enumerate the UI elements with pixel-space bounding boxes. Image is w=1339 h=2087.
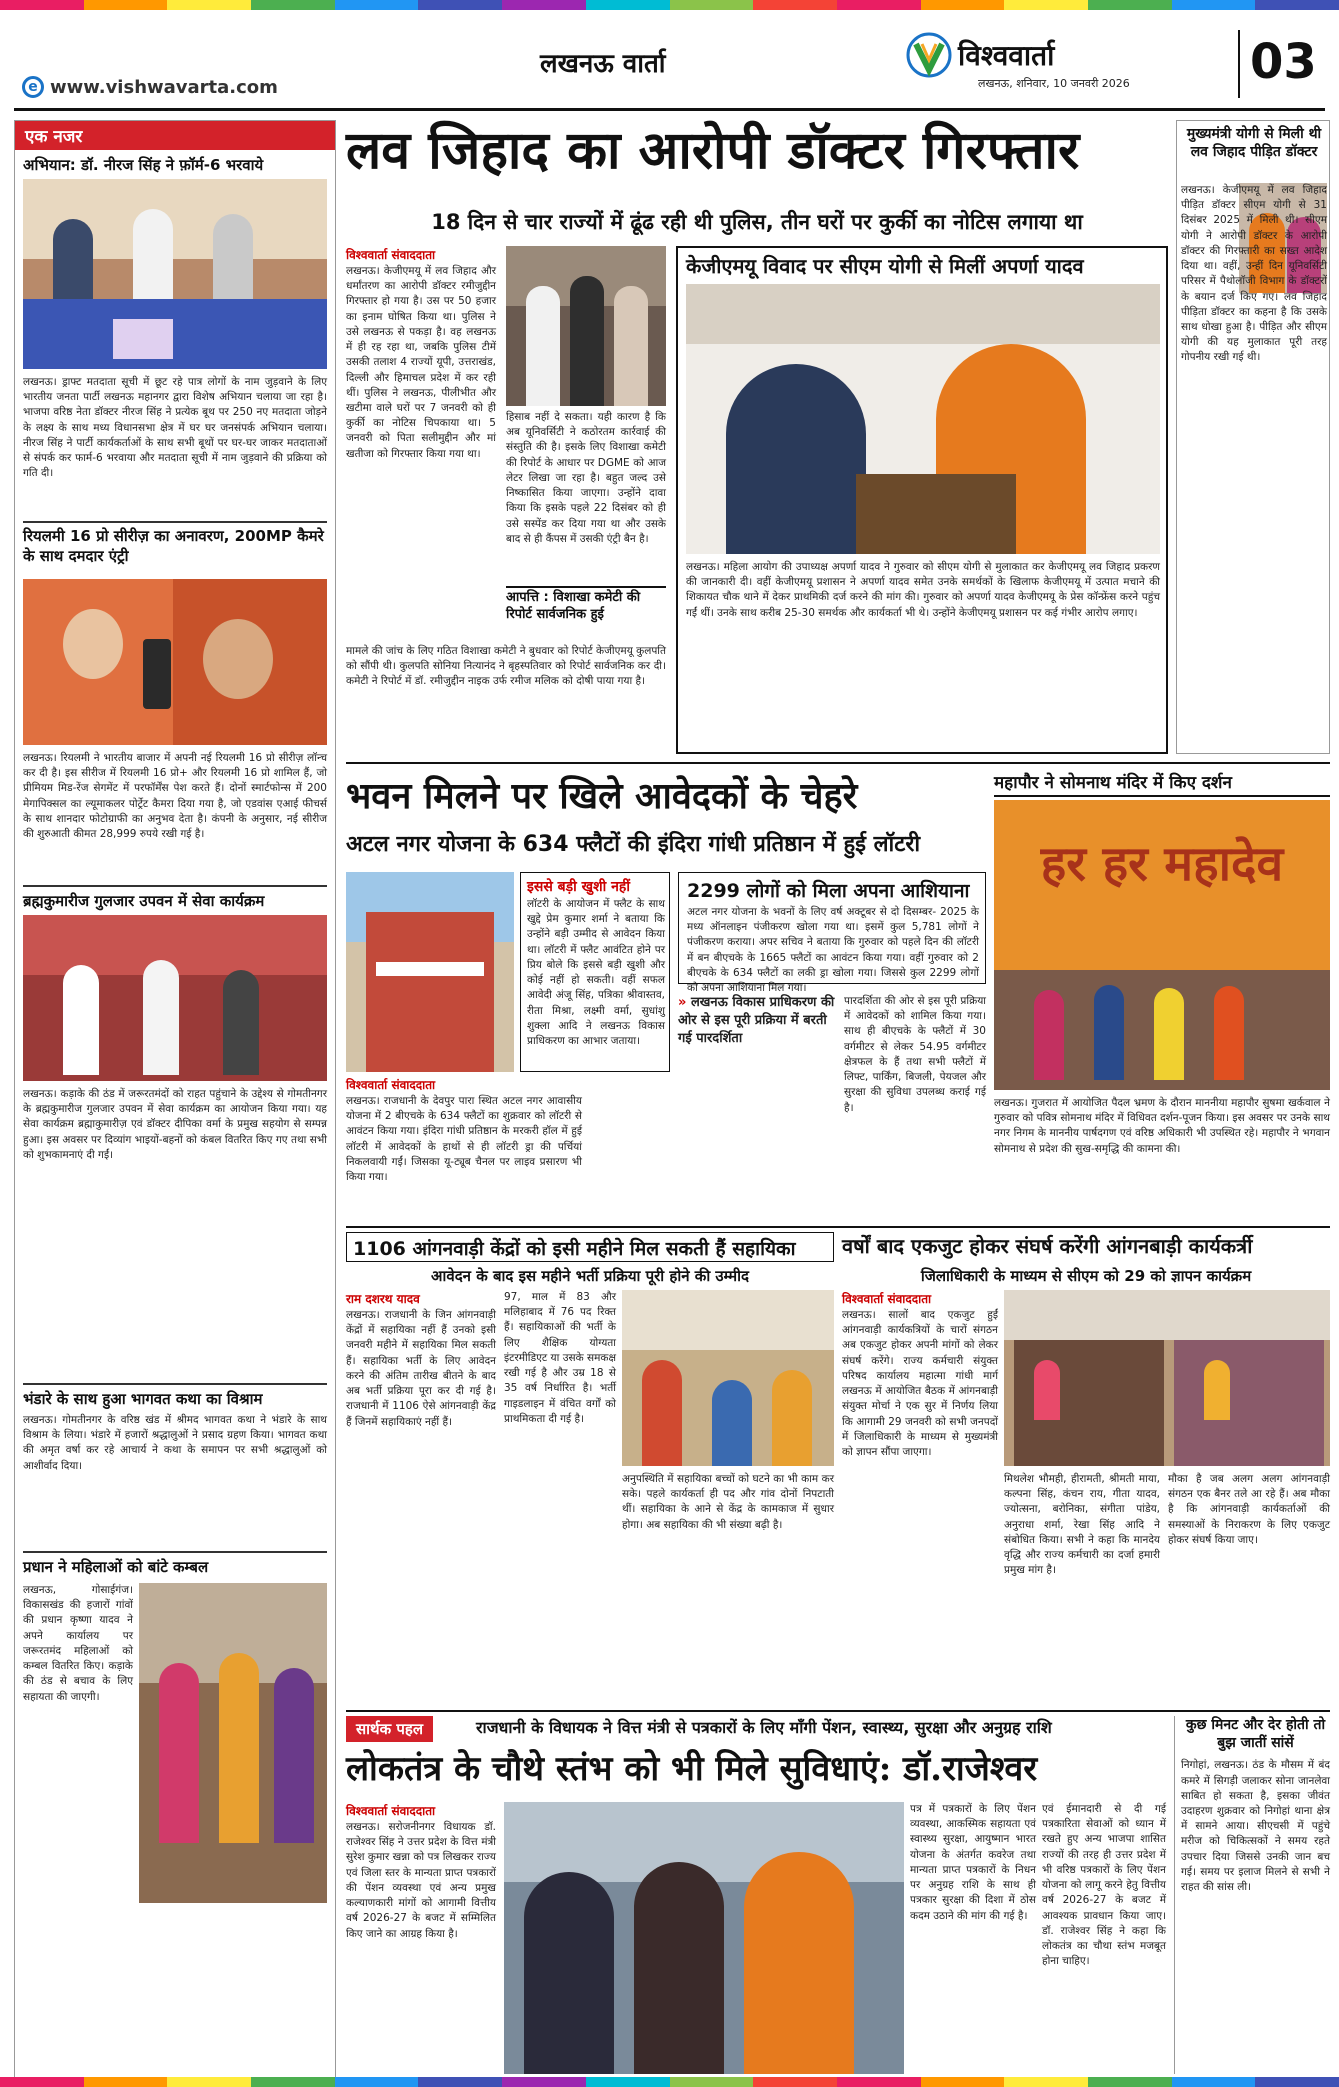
aashiyana-box <box>678 872 986 995</box>
bottom-byline: विश्ववार्ता संवाददाता <box>346 1804 436 1818</box>
s2-text: लखनऊ। रियलमी ने भारतीय बाजार में अपनी नई रियलमी 16 प्रो सीरीज़ लॉन्च कर दी है। इस सीरीज में रियलमी 16 प्रो+ और रियलमी 16 प्रो शामिल हैं, जो प्रीमियम मिड-रेंज सेगमेंट में परफॉर्मेंस पेश करते हैं। दोनों स्मार्टफोन्स में 200 मेगापिक्सल का ल्यूमाकलर पोर्ट्रेट कैमरा दिया गया है, जो एडवांस एआई फीचर्स के साथ शानदार फोटोग्राफी का अनुभव देता है। कंपनी के अनुसार, नई सीरीज की शुरुआती कीमत 28,999 रुपये रखी गई है। <box>23 752 327 841</box>
anganwadi-head1: 1106 आंगनवाड़ी केंद्रों को इसी महीने मिल सकती हैं सहायिका <box>353 1238 796 1260</box>
bottom-text-c: एवं ईमानदारी से दी गई पत्रकारिता सेवाओं को ध्यान में रखते हुए अन्य भाजपा शासित राज्यों की तरह ही उत्तर प्रदेश में भी वरिष्ठ पत्रकारों के लिए पेंशन योजना को लागू करने हेतु वित्तीय वर्ष 2026-27 के बजट में आवश्यक प्रावधान किया जाए। डॉ. राजेश्वर सिंह ने कहा कि लोकतंत्र का चौथा स्तंभ मजबूत होना चाहिए। <box>1042 1803 1166 1968</box>
anganwadi-sub2: जिलाधिकारी के माध्यम से सीएम को 29 को ज्ञापन कार्यक्रम <box>920 1267 1252 1285</box>
anganwadi-photo2 <box>1004 1290 1330 1466</box>
v-logo-icon <box>906 32 952 78</box>
anganwadi-byline2: विश्ववार्ता संवाददाता <box>842 1292 932 1306</box>
anganwadi-sub1: आवेदन के बाद इस महीने भर्ती प्रक्रिया पूरी होने की उम्मीद <box>431 1267 749 1285</box>
side-text: निगोहां, लखनऊ। ठंड के मौसम में बंद कमरे में सिगड़ी जलाकर सोना जानलेवा साबित हो सकता है, इसका जीवंत उदाहरण शुक्रवार को निगोहां थाना क्षेत्र में सामने आया। सीएचसी में पहुंचे मरीज को चिकित्सकों ने समय रहते उपचार दिया जिससे उनकी जान बच गई। समय पर इलाज मिलने से सभी ने राहत की सांस ली। <box>1181 1759 1330 1894</box>
s3-text: लखनऊ। कड़ाके की ठंड में जरूरतमंदों को राहत पहुंचाने के उद्देश्य से गोमतीनगर के ब्रह्मकुमारीज गुलजार उपवन में सेवा कार्यक्रम का आयोजन किया गया। यह सेवा कार्यक्रम ब्रह्माकुमारीज़ एवं डॉक्टर दीपिका वर्मा के प्रमुख सहयोग से सम्पन्न हुआ। इस अवसर पर दिव्यांग भाइयों-बहनों को कंबल वितरित किए गए तथा सभी को शुभकामनाएं दी गईं। <box>23 1088 327 1161</box>
side-story <box>1174 1716 1330 2074</box>
lead-byline: विश्ववार्ता संवाददाता <box>346 248 436 262</box>
divider <box>346 1226 1330 1228</box>
aashiyana-head: 2299 लोगों को मिला अपना आशियाना <box>687 880 970 902</box>
s4-title: भंडारे के साथ हुआ भागवत कथा का विश्राम <box>23 1390 263 1408</box>
anganwadi-text6: मौका है जब अलग अलग आंगनवाड़ी संगठन एक बैनर तले आ रहे हैं। अब मौका है कि आंगनवाड़ी कार्यकर्ताओं की समस्याओं के निराकरण के लिए एकजुट होकर संघर्ष किया जाए। <box>1168 1473 1330 1546</box>
s3-photo <box>23 915 327 1081</box>
website-block[interactable] <box>22 76 278 98</box>
temple-block <box>994 770 1330 1220</box>
aparna-head: केजीएमयू विवाद पर सीएम योगी से मिलीं अपर्णा यादव <box>686 254 1084 278</box>
aashiyana-text: अटल नगर योजना के भवनों के लिए वर्ष अक्टूबर से दो दिसम्बर- 2025 के मध्य ऑनलाइन पंजीकरण खोला गया था। इसमें कुल 5,781 लोगों ने पंजीकरण कराया। अपर सचिव ने बताया कि गुरुवार को पहले दिन की लॉटरी में बन बीएचके के 1665 फ्लैटों का आवंटन किया गया। वहीं गुरुवार को 2 बीएचके के 634 फ्लैटों का लकी ड्रा खोला गया। जिससे कुल 2299 लोगों को अपना आशियाना मिल गया। <box>687 906 979 995</box>
s1-title: अभियान: डॉ. नीरज सिंह ने फ़ॉर्म-6 भरवाये <box>23 156 264 174</box>
bottom-headline: लोकतंत्र के चौथे स्तंभ को भी मिले सुविधाएं: डॉ.राजेश्वर <box>346 1749 1038 1789</box>
bhawan-photo <box>346 872 514 1072</box>
s2-photo <box>23 579 327 745</box>
s5-photo <box>139 1583 327 1903</box>
bottom-photo <box>504 1802 904 2074</box>
s3-title: ब्रह्मकुमारीज गुलजार उपवन में सेवा कार्यक्रम <box>23 892 265 910</box>
divider <box>346 762 1330 764</box>
temple-photo <box>994 800 1330 1090</box>
s5-title: प्रधान ने महिलाओं को बांटे कम्बल <box>23 1558 209 1576</box>
bhawan-text-a: लखनऊ। राजधानी के देवपुर पारा स्थित अटल नगर आवासीय योजना में 2 बीएचके के 634 फ्लैटों का शुक्रवार को लॉटरी से आवंटन किया गया। इंदिरा गांधी प्रतिष्ठान के मरकरी हॉल में हुई लॉटरी में आवेदकों के हाथों से ही लॉटरी ड्रा की पर्चियां निकलवायी गईं। जिसका यू-ट्यूब चैनल पर लाइव प्रसारण भी किया गया। <box>346 1095 582 1184</box>
anganwadi-head1-box <box>346 1232 834 1262</box>
anganwadi-text4: लखनऊ। सालों बाद एकजुट हुईं आंगनवाड़ी कार्यकत्रियों के चारों संगठन अब एकजुट होकर अपनी मांगों को लेकर संघर्ष करेंगे। राज्य कर्मचारी संयुक्त परिषद कार्यालय महात्मा गांधी मार्ग लखनऊ में आयोजित बैठक में आंगनबाड़ी संयुक्त मोर्चा ने एक सुर में निर्णय लिया कि आगामी 29 जनवरी को सभी जनपदों में जिलाधिकारी के माध्यम से मुख्यमंत्री को ज्ञापन सौंपा जाएगा। <box>842 1309 998 1458</box>
lead-text-c: मामले की जांच के लिए गठित विशाखा कमेटी ने बुधवार को रिपोर्ट केजीएमयू कुलपति को सौंपी थी। कुलपति सोनिया नित्यानंद ने बृहस्पतिवार को रिपोर्ट सार्वजनिक कर दी। कमेटी ने रिपोर्ट में डॉ. रमीजुद्दीन नाइक उर्फ रमीज मलिक को दोषी पाया गया है। <box>346 645 666 688</box>
left-column <box>14 120 336 2082</box>
aparna-text: लखनऊ। महिला आयोग की उपाध्यक्ष अपर्णा यादव ने गुरुवार को सीएम योगी से मुलाकात कर केजीएमयू लव जिहाद प्रकरण की जानकारी दी। वहीं केजीएमयू प्रशासन ने अपर्णा यादव समेत उनके समर्थकों के खिलाफ केजीएमयू में उत्पात मचाने की शिकायत चौक थाने में देकर प्राथमिकी दर्ज करने की मांग की। गुरुवार को अपर्णा यादव केजीएमयू के प्रेस कॉन्फ्रेंस करने पहुंच गईं थीं। उनके साथ करीब 25-30 समर्थक और कार्यकर्ता भी थे। उन्होंने केजीएमयू प्रशासन पर कई गंभीर आरोप लगाए। <box>686 561 1160 619</box>
anganwadi-photo1 <box>622 1290 834 1466</box>
lead-headline: लव जिहाद का आरोपी डॉक्टर गिरफ्तार <box>346 120 1080 181</box>
bottom-kicker: राजधानी के विधायक ने वित्त मंत्री से पत्रकारों के लिए माँगी पेंशन, स्वास्थ्य, सुरक्षा और अनुग्रह राशि <box>476 1718 1052 1737</box>
lead-subhead: 18 दिन से चार राज्यों में ढूंढ रही थी पुलिस, तीन घरों पर कुर्की का नोटिस लगाया था <box>431 210 1083 234</box>
masthead-rule <box>14 108 1325 111</box>
section-title: लखनऊ वार्ता <box>540 49 666 79</box>
top-color-strip <box>0 0 1339 10</box>
bottom-color-strip <box>0 2077 1339 2087</box>
lead-text-b: हिसाब नहीं दे सकता। यही कारण है कि अब यूनिवर्सिटी ने कठोरतम कार्रवाई की संस्तुति की है। इसके लिए विशाखा कमेटी की रिपोर्ट के आधार पर DGME को आज लेटर लिखा जा रहा है। बहुत जल्द उसे निष्कासित किया जाएगा। उन्होंने दावा किया कि इसके पहले 22 दिसंबर को ही उसे सस्पेंड कर दिया गया था और उसके बाद से ही कैंपस में उसकी एंट्री बैन है। <box>506 411 666 545</box>
aparna-box <box>676 246 1168 754</box>
page-number-divider <box>1238 30 1240 98</box>
bhawan-text-b: पारदर्शिता की ओर से इस पूरी प्रक्रिया में आवेदकों को शामिल किया गया। साथ ही बीएचके के फ्लैटों में 30 वर्गमीटर से लेकर 54.95 वर्गमीटर क्षेत्रफल के हैं तथा सभी फ्लैटों में लिफ्ट, पार्किंग, बिजली, पेयजल और सुरक्षा की सुविधा उपलब्ध कराई गई है। <box>844 995 986 1114</box>
s2-title: रियलमी 16 प्रो सीरीज़ का अनावरण, 200MP कैमरे के साथ दमदार एंट्री <box>23 527 324 565</box>
page-number: 03 <box>1250 34 1317 90</box>
dateline: लखनऊ, शनिवार, 10 जनवरी 2026 <box>978 77 1130 90</box>
s4-text: लखनऊ। गोमतीनगर के वरिष्ठ खंड में श्रीमद भागवत कथा ने भंडारे के साथ विश्राम के लिया। भंडारे में हजारों श्रद्धालुओं ने प्रसाद ग्रहण किया। भागवत कथा की अमृत वर्षा कर रहे आचार्य ने कथा के समापन पर सभी श्रद्धालुओं को आशीर्वाद दिया। <box>23 1414 327 1472</box>
divider <box>23 521 327 523</box>
anganwadi-head2: वर्षों बाद एकजुट होकर संघर्ष करेंगी आंगनबाड़ी कार्यकर्त्री <box>842 1234 1253 1258</box>
arrow-text-block <box>678 994 838 1049</box>
anganwadi-text2: 97, माल में 83 और मलिहाबाद में 76 पद रिक्त हैं। सहायिकाओं की भर्ती के लिए शैक्षिक योग्यता इंटरमीडिएट या उसके समकक्ष रखी गई है और उम्र 18 से 35 वर्ष निर्धारित है। भर्ती गाइडलाइन में वंचित वर्गों को प्राथमिकता दी गई है। <box>504 1291 616 1425</box>
anganwadi-text3: अनुपस्थिति में सहायिका बच्चों को घटने का भी काम कर सके। पहले कार्यकर्ता ही पद और गांव दोनों निपटाती थीं। सहायिका के आने से केंद्र के कामकाज में सुधार होगा। अब सहायिका की भी संख्या बढ़ी है। <box>622 1473 834 1531</box>
bottom-text-a: लखनऊ। सरोजनीनगर विधायक डॉ. राजेश्वर सिंह ने उत्तर प्रदेश के वित्त मंत्री सुरेश कुमार खन्ना को पत्र लिखकर राज्य एवं जिला स्तर के मान्यता प्राप्त पत्रकारों की पेंशन व्यवस्था एवं अन्य प्रमुख कल्याणकारी मांगों को आगामी वित्तीय वर्ष 2026-27 के बजट में सम्मिलित किए जाने का आग्रह किया है। <box>346 1821 496 1940</box>
quote-head: इससे बड़ी खुशी नहीं <box>527 879 630 895</box>
temple-text: लखनऊ। गुजरात में आयोजित पैदल भ्रमण के दौरान माननीया महापौर सुषमा खर्कवाल ने गुरुवार को पवित्र सोमनाथ मंदिर में विधिवत दर्शन-पूजन किया। इस अवसर पर उनके साथ नगर निगम के माननीय पार्षदगण एवं वरिष्ठ अधिकारी भी उपस्थित रहे। महापौर ने भगवान सोमनाथ से प्रदेश की सुख-समृद्धि की कामना की। <box>994 1097 1330 1155</box>
divider <box>346 1710 1330 1712</box>
anganwadi-text5: मिथलेश भौमही, हीरामती, श्रीमती माया, कल्पना सिंह, कंचन राय, गीता यादव, ज्योत्सना, बरोनिका, संगीता पांडेय, अनुराधा शर्मा, रेखा सिंह आदि ने संबोधित किया। सभी ने कहा कि मानदेय वृद्धि और राज्य कर्मचारी का दर्जा हमारी प्रमुख मांग है। <box>1004 1473 1160 1577</box>
quote-text: लॉटरी के आयोजन में फ्लैट के साथ खुद्दे प्रेम कुमार शर्मा ने बताया कि उन्होंने बड़ी उम्मीद से आवेदन किया था। लॉटरी में फ्लैट आवंटित होने पर प्रिय बोले कि इससे बड़ी खुशी और कोई नहीं हो सकती। वहीं सफल आवेदी अंजू सिंह, पत्रिका श्रीवास्तव, रीता मिश्रा, लक्ष्मी वर्मा, सुधांशु शुक्ला आदि ने लखनऊ विकास प्राधिकरण का आभार जताया। <box>527 898 665 1047</box>
bhawan-byline: विश्ववार्ता संवाददाता <box>346 1078 436 1092</box>
bhawan-headline: भवन मिलने पर खिले आवेदकों के चेहरे <box>346 775 858 817</box>
divider <box>23 1383 327 1385</box>
website-url[interactable]: www.vishwavarta.com <box>50 76 278 98</box>
divider <box>23 885 327 887</box>
e-globe-icon: e <box>22 76 44 98</box>
anganwadi-text1: लखनऊ। राजधानी के जिन आंगनवाड़ी केंद्रों में सहायिका नहीं हैं उनको इसी जनवरी महीने में सहायिका मिल सकती हैं। सहायिका भर्ती के लिए आवेदन करने की अंतिम तारीख बीतने के बाद अब भर्ती प्रक्रिया पूरा कर दी गई है। राजधानी में 1106 ऐसे आंगनवाड़ी केंद्र हैं जिनमें सहायिकाएं नहीं हैं। <box>346 1309 496 1428</box>
lead-text-a: लखनऊ। केजीएमयू में लव जिहाद और धर्मांतरण का आरोपी डॉक्टर रमीजुद्दीन गिरफ्तार हो गया है। उस पर 50 हजार का इनाम घोषित किया था। पुलिस ने उसे लखनऊ से पकड़ा है। वह लखनऊ में ही रह रहा था, जबकि पुलिस टीमें उसकी तलाश 4 राज्यों यूपी, उत्तराखंड, दिल्ली और हिमाचल प्रदेश में कर रही थीं। पुलिस ने लखनऊ, पीलीभीत और खटीमा वाले घरों पर 7 जनवरी को ही कुर्की का नोटिस चिपकाया था। 5 जनवरी को पिता सलीमुद्दीन और मां खतीजा को गिरफ्तार किया गया था। <box>346 265 496 460</box>
cm-side-text: लखनऊ। केजीएमयू में लव जिहाद पीड़ित डॉक्टर सीएम योगी से 31 दिसंबर 2025 में मिली थी। सीएम योगी ने आरोपी डॉक्टर के आरोपी डॉक्टर की गिरफ्तारी का सख्त आदेश दिया था। वहीं, उन्हीं दिन यूनिवर्सिटी परिसर में पैथोलॉजी विभाग के डॉक्टरों के बयान दर्ज किए गए। लव जिहाद पीड़िता डॉक्टर का कहना है कि उसके साथ धोखा हुआ है। पीड़ित और सीएम योगी की यह मुलाकात पूरी तरह गोपनीय रखी गई थी। <box>1181 184 1327 364</box>
lead-photo <box>506 246 666 406</box>
cm-side-box <box>1176 120 1330 754</box>
aparna-photo <box>686 284 1160 554</box>
divider <box>23 1551 327 1553</box>
side-head: कुछ मिनट और देर होती तो बुझ जातीं सांसें <box>1185 1717 1326 1752</box>
brand-name: विश्ववार्ता <box>958 39 1055 72</box>
cm-side-head: मुख्यमंत्री योगी से मिली थी लव जिहाद पीड़ित डॉक्टर <box>1186 126 1322 161</box>
bottom-text-b: पत्र में पत्रकारों के लिए पेंशन व्यवस्था, आकस्मिक सहायता एवं स्वास्थ्य सुरक्षा, आयुष्मान भारत योजना के अंतर्गत कवरेज तथा मान्यता प्राप्त पत्रकारों के निधन पर अनुग्रह राशि के साथ ही पत्रकार सुरक्षा की दिशा में ठोस कदम उठाने की मांग की गई है। <box>910 1803 1036 1922</box>
arrow-icon: » <box>678 995 687 1010</box>
arrow-text: लखनऊ विकास प्राधिकरण की ओर से इस पूरी प्रक्रिया में बरती गई पारदर्शिता <box>678 995 835 1047</box>
ek-nazar-tag: एक नजर <box>15 121 335 150</box>
bottom-tag: सार्थक पहल <box>346 1716 433 1742</box>
anganwadi-byline1: राम दशरथ यादव <box>346 1292 420 1306</box>
lead-inner-head: आपत्ति : विशाखा कमेटी की रिपोर्ट सार्वजनिक हुई <box>506 586 666 624</box>
temple-head: महापौर ने सोमनाथ मंदिर में किए दर्शन <box>994 770 1330 797</box>
bhawan-subhead: अटल नगर योजना के 634 फ्लैटों की इंदिरा गांधी प्रतिष्ठान में हुई लॉटरी <box>346 832 921 857</box>
s1-text: लखनऊ। ड्राफ्ट मतदाता सूची में छूट रहे पात्र लोगों के नाम जुड़वाने के लिए भारतीय जनता पार्टी लखनऊ महानगर द्वारा विशेष अभियान चलाया जा रहा है। भाजपा वरिष्ठ नेता डॉक्टर नीरज सिंह ने प्रत्येक बूथ पर 250 नए मतदाता जोड़ने के लक्ष्य के साथ मध्य विधानसभा क्षेत्र में घर घर जनसंपर्क अभियान चलाया। नीरज सिंह ने पार्टी कार्यकर्ताओं के साथ सभी बूथों पर घर-घर जाकर मतदाताओं से संपर्क कर फार्म-6 भरवाया और मतदाता सूची में नाम जुड़वाने की प्रक्रिया को गति दी। <box>23 376 327 480</box>
quote-box <box>520 872 670 1072</box>
s1-photo <box>23 179 327 369</box>
s5-text: लखनऊ, गोसाईगंज। विकासखंड की हजारों गांवों की प्रधान कृष्णा यादव ने अपने कार्यालय पर जरूरतमंद महिलाओं को कम्बल वितरित किए। कड़ाके की ठंड से बचाव के लिए सहायता की जाएगी। <box>23 1584 133 1703</box>
temple-banner: हर हर महादेव <box>1040 836 1284 892</box>
brand-block <box>906 32 1054 78</box>
